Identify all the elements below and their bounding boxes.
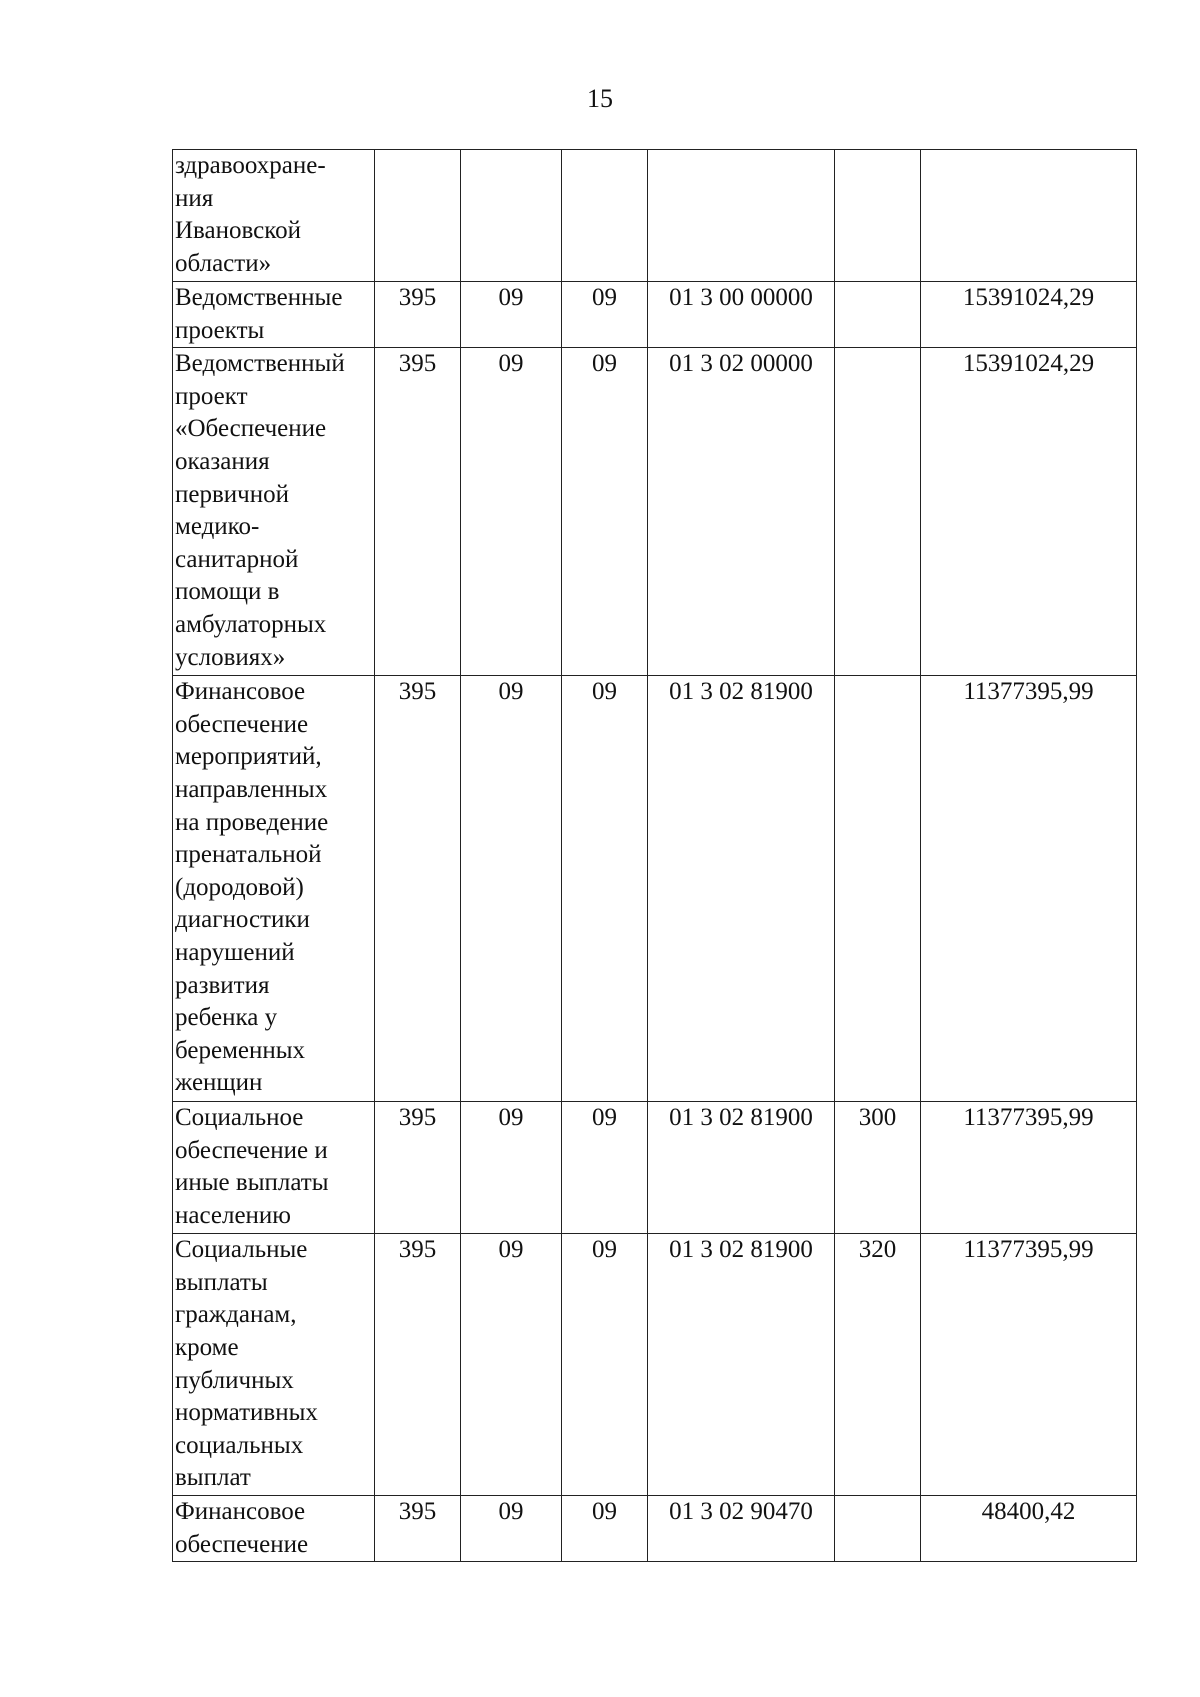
cell-pr: [562, 150, 648, 282]
cell-gr: 395: [375, 1496, 461, 1562]
table-row: [173, 1102, 1137, 1234]
cell-gr: 395: [375, 348, 461, 676]
cell-gr: 395: [375, 282, 461, 348]
row-description: Финансовое обеспечение мероприятий, направленных на проведение пренатальной (дородовой) диагностики нарушений развития ребенка у беременных женщин: [173, 676, 375, 1102]
cell-vr: 300: [835, 1102, 921, 1234]
cell-gr: 395: [375, 1234, 461, 1496]
table-row: [173, 348, 1137, 676]
cell-csr: 01 3 02 00000: [648, 348, 835, 676]
cell-sum: 15391024,29: [921, 348, 1137, 676]
cell-rz: 09: [461, 348, 562, 676]
cell-sum: 11377395,99: [921, 676, 1137, 1102]
cell-vr: [835, 1496, 921, 1562]
row-description: Социальные выплаты гражданам, кроме публичных нормативных социальных выплат: [173, 1234, 375, 1496]
table-row: [173, 676, 1137, 1102]
cell-vr: [835, 348, 921, 676]
page-number: 15: [587, 84, 613, 113]
budget-table: [172, 149, 1137, 1562]
cell-sum: [921, 150, 1137, 282]
row-description: здравоохране- ния Ивановской области»: [173, 150, 375, 282]
cell-csr: 01 3 02 81900: [648, 1234, 835, 1496]
cell-pr: 09: [562, 282, 648, 348]
cell-vr: 320: [835, 1234, 921, 1496]
cell-vr: [835, 676, 921, 1102]
row-description: Ведомственный проект «Обеспечение оказания первичной медико- санитарной помощи в амбулаторных условиях»: [173, 348, 375, 676]
table-row: [173, 1496, 1137, 1562]
row-description: Социальное обеспечение и иные выплаты населению: [173, 1102, 375, 1234]
cell-rz: [461, 150, 562, 282]
cell-pr: 09: [562, 1234, 648, 1496]
cell-rz: 09: [461, 1496, 562, 1562]
cell-csr: 01 3 00 00000: [648, 282, 835, 348]
table-row: [173, 282, 1137, 348]
row-description: Финансовое обеспечение: [173, 1496, 375, 1562]
cell-pr: 09: [562, 1496, 648, 1562]
cell-pr: 09: [562, 1102, 648, 1234]
cell-gr: 395: [375, 676, 461, 1102]
cell-csr: 01 3 02 90470: [648, 1496, 835, 1562]
cell-pr: 09: [562, 676, 648, 1102]
cell-rz: 09: [461, 1234, 562, 1496]
cell-vr: [835, 150, 921, 282]
cell-rz: 09: [461, 676, 562, 1102]
cell-gr: [375, 150, 461, 282]
row-description: Ведомственные проекты: [173, 282, 375, 348]
cell-sum: 11377395,99: [921, 1234, 1137, 1496]
cell-rz: 09: [461, 282, 562, 348]
cell-sum: 48400,42: [921, 1496, 1137, 1562]
cell-sum: 11377395,99: [921, 1102, 1137, 1234]
cell-csr: 01 3 02 81900: [648, 1102, 835, 1234]
cell-vr: [835, 282, 921, 348]
table-row: [173, 150, 1137, 282]
cell-csr: 01 3 02 81900: [648, 676, 835, 1102]
cell-gr: 395: [375, 1102, 461, 1234]
cell-csr: [648, 150, 835, 282]
cell-rz: 09: [461, 1102, 562, 1234]
cell-pr: 09: [562, 348, 648, 676]
cell-sum: 15391024,29: [921, 282, 1137, 348]
table-row: [173, 1234, 1137, 1496]
